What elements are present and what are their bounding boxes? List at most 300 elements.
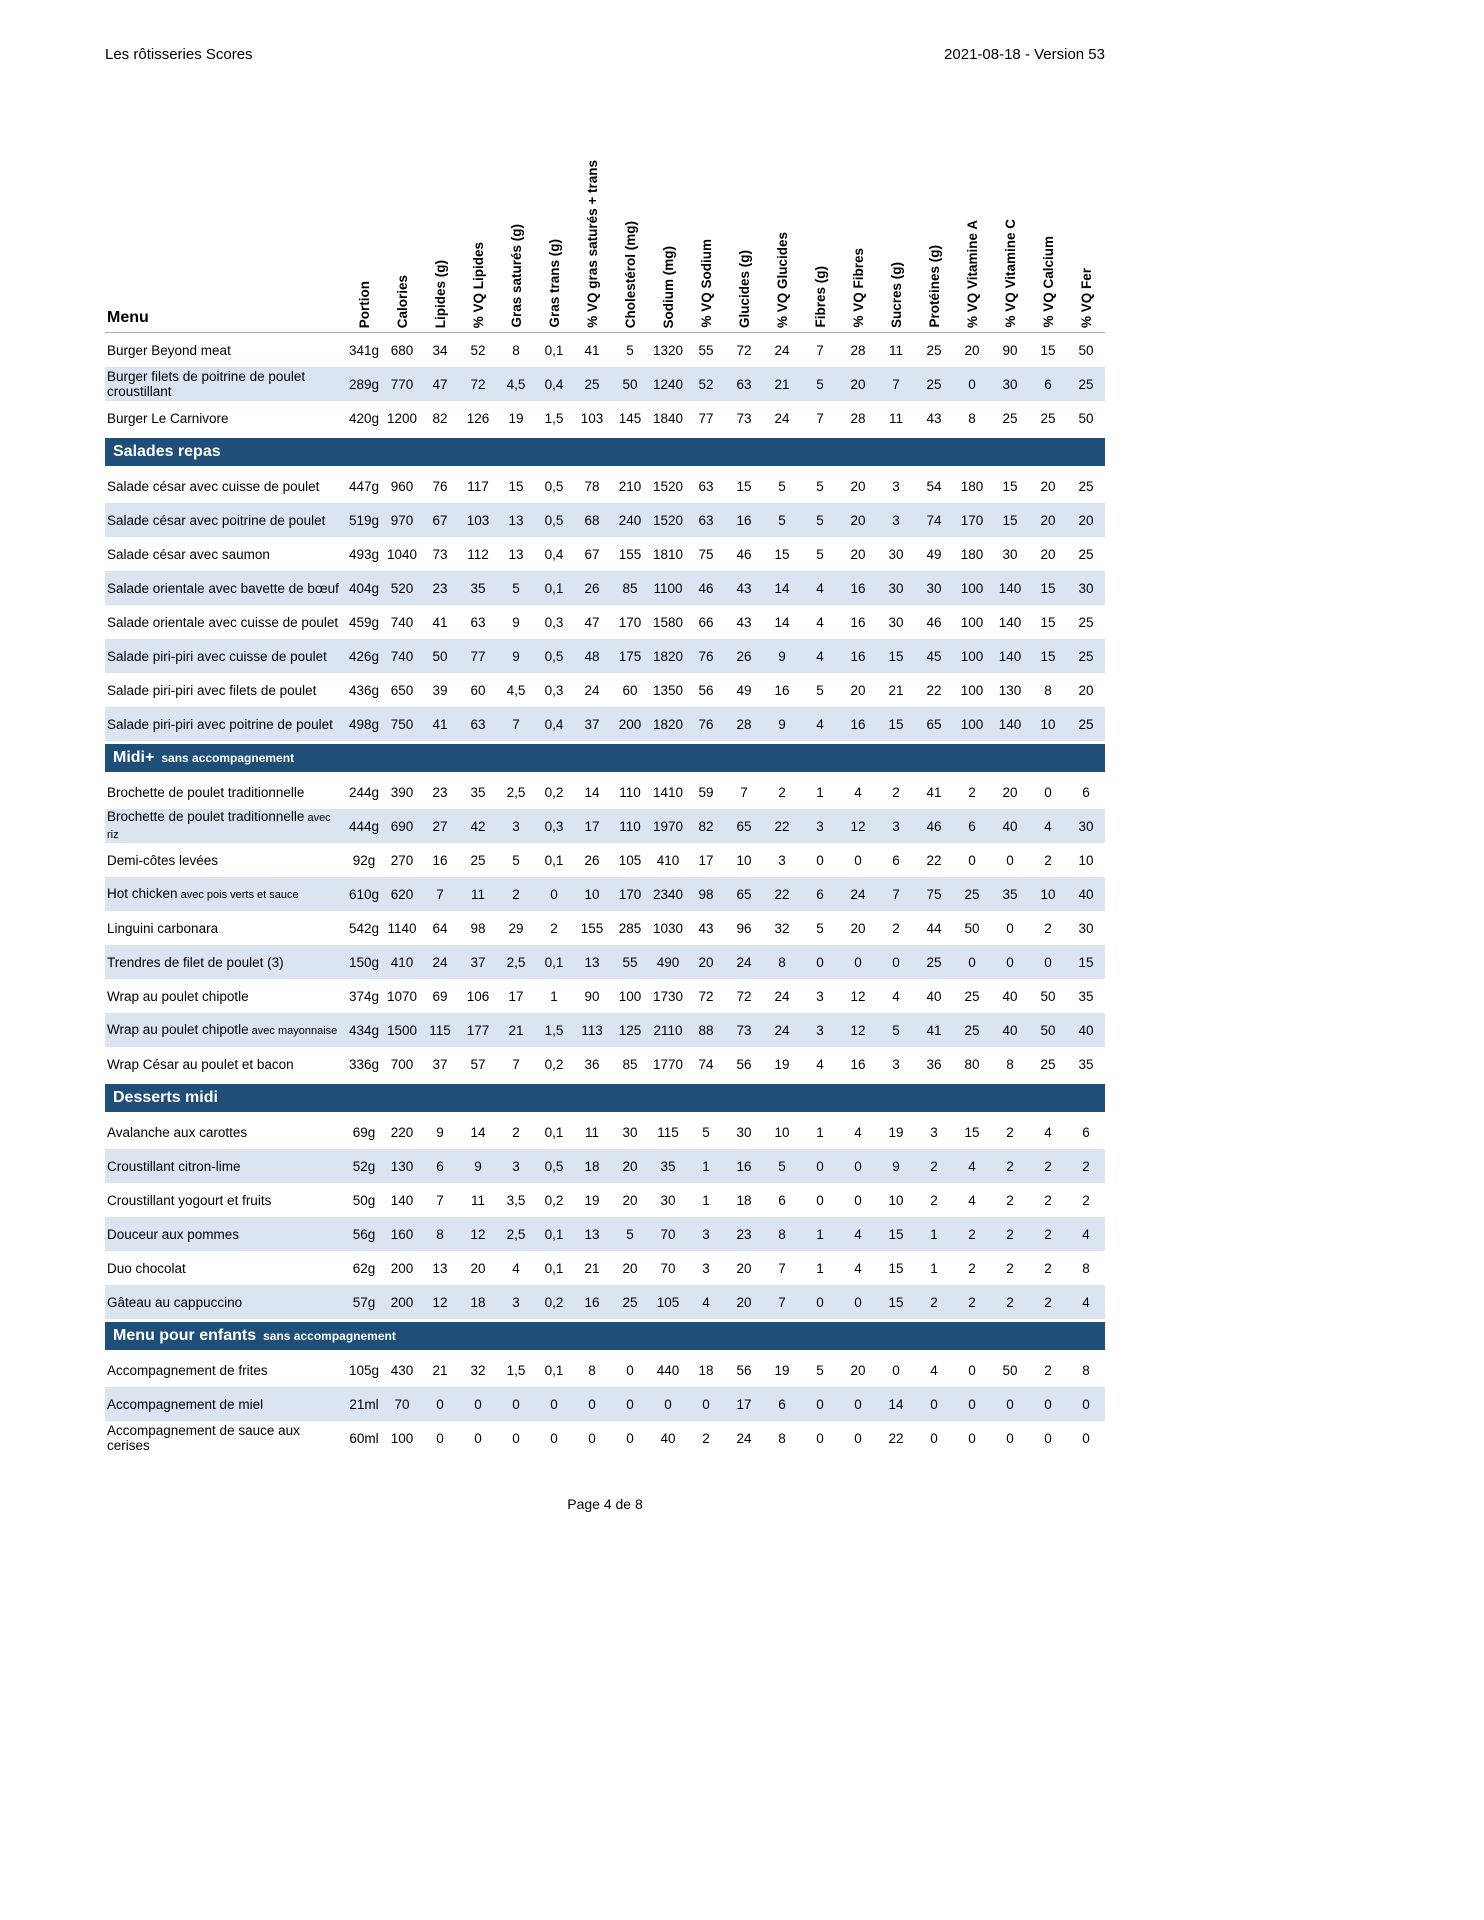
nutrition-value: 11 [584, 1124, 599, 1140]
table-row [105, 1285, 1105, 1319]
nutrition-value: 63 [470, 614, 486, 630]
column-header [421, 128, 459, 332]
nutrition-value: 155 [618, 546, 642, 562]
nutrition-value: 4 [816, 648, 824, 664]
table-row [105, 877, 1105, 911]
nutrition-value: 0 [550, 1430, 558, 1446]
nutrition-value: 155 [580, 920, 604, 936]
nutrition-value: 2,5 [506, 954, 526, 970]
nutrition-value: 336g [348, 1056, 380, 1072]
nutrition-value: 2 [1006, 1260, 1014, 1276]
nutrition-value: 0 [854, 1396, 862, 1412]
nutrition-value: 2 [930, 1294, 938, 1310]
nutrition-value: 56 [736, 1056, 752, 1072]
nutrition-value: 175 [618, 648, 642, 664]
nutrition-value: 2 [1044, 852, 1052, 868]
nutrition-value: 63 [698, 478, 714, 494]
nutrition-value: 15 [774, 546, 790, 562]
nutrition-value: 14 [774, 614, 790, 630]
nutrition-value: 65 [736, 818, 752, 834]
nutrition-value: 2 [1044, 1260, 1052, 1276]
nutrition-value: 244g [348, 784, 380, 800]
nutrition-value: 3 [512, 1294, 520, 1310]
nutrition-value: 46 [736, 546, 752, 562]
nutrition-value: 10 [1040, 886, 1056, 902]
nutrition-value: 25 [1040, 410, 1056, 426]
nutrition-value: 1 [550, 988, 558, 1004]
nutrition-value: 50 [1002, 1362, 1018, 1378]
nutrition-value: 8 [968, 410, 976, 426]
nutrition-value: 9 [778, 716, 786, 732]
nutrition-value: 285 [618, 920, 642, 936]
nutrition-value: 30 [888, 614, 904, 630]
nutrition-value: 103 [466, 512, 490, 528]
nutrition-value: 50 [432, 648, 448, 664]
nutrition-value: 20 [736, 1294, 752, 1310]
nutrition-value: 105g [348, 1362, 380, 1378]
nutrition-value: 2 [1044, 1192, 1052, 1208]
nutrition-value: 5 [778, 478, 786, 494]
table-row [105, 843, 1105, 877]
nutrition-value: 0,5 [544, 512, 564, 528]
nutrition-value: 0 [854, 1158, 862, 1174]
nutrition-value: 8 [588, 1362, 596, 1378]
nutrition-value: 16 [850, 716, 866, 732]
nutrition-value: 40 [1002, 988, 1018, 1004]
nutrition-value: 650 [390, 682, 414, 698]
nutrition-value: 3 [892, 818, 900, 834]
nutrition-value: 56 [698, 682, 714, 698]
nutrition-value: 54 [926, 478, 942, 494]
nutrition-value: 36 [926, 1056, 942, 1072]
nutrition-value: 106 [466, 988, 490, 1004]
nutrition-value: 5 [778, 1158, 786, 1174]
nutrition-value: 41 [926, 1022, 942, 1038]
nutrition-value: 8 [778, 954, 786, 970]
nutrition-value: 170 [618, 614, 642, 630]
column-header-label: Calories [394, 274, 410, 328]
nutrition-value: 37 [432, 1056, 448, 1072]
nutrition-value: 85 [622, 580, 638, 596]
nutrition-value: 1 [816, 1124, 824, 1140]
nutrition-value: 0 [816, 1294, 824, 1310]
nutrition-value: 100 [960, 614, 984, 630]
menu-item-name: Salade piri-piri avec filets de poulet [107, 682, 317, 698]
nutrition-value: 15 [1040, 342, 1056, 358]
nutrition-value: 2 [778, 784, 786, 800]
nutrition-value: 1730 [652, 988, 684, 1004]
nutrition-value: 0 [1044, 1430, 1052, 1446]
nutrition-value: 3 [816, 1022, 824, 1038]
nutrition-value: 8 [1006, 1056, 1014, 1072]
nutrition-value: 0,4 [544, 376, 564, 392]
nutrition-value: 2 [1044, 1294, 1052, 1310]
table-row [105, 911, 1105, 945]
nutrition-value: 2 [1006, 1192, 1014, 1208]
table-row [105, 469, 1105, 503]
table-row [105, 1251, 1105, 1285]
nutrition-value: 25 [1078, 716, 1094, 732]
nutrition-value: 68 [584, 512, 600, 528]
nutrition-value: 50 [1040, 1022, 1056, 1038]
column-header-label: Fibres (g) [812, 266, 828, 328]
nutrition-value: 1,5 [544, 1022, 564, 1038]
nutrition-value: 1 [930, 1226, 938, 1242]
column-header [839, 128, 877, 332]
table-row [105, 979, 1105, 1013]
nutrition-value: 65 [736, 886, 752, 902]
nutrition-value: 2340 [652, 886, 684, 902]
nutrition-value: 65 [926, 716, 942, 732]
nutrition-value: 24 [774, 1022, 790, 1038]
nutrition-value: 0 [588, 1396, 596, 1412]
nutrition-value: 12 [850, 1022, 866, 1038]
nutrition-value: 90 [584, 988, 600, 1004]
nutrition-value: 15 [508, 478, 524, 494]
doc-title: Les rôtisseries Scores [105, 46, 253, 63]
menu-item-name: Wrap au poulet chipotle [107, 988, 249, 1004]
nutrition-value: 20 [964, 342, 980, 358]
nutrition-value: 690 [390, 818, 414, 834]
nutrition-value: 1320 [652, 342, 684, 358]
nutrition-value: 2 [1006, 1124, 1014, 1140]
table-row [105, 1421, 1105, 1455]
nutrition-value: 50 [1040, 988, 1056, 1004]
nutrition-value: 72 [470, 376, 486, 392]
nutrition-value: 2 [968, 1294, 976, 1310]
nutrition-value: 3 [892, 512, 900, 528]
column-header-label: % VQ Vitamine C [1002, 219, 1018, 328]
nutrition-value: 2,5 [506, 784, 526, 800]
nutrition-value: 100 [960, 648, 984, 664]
nutrition-value: 3 [778, 852, 786, 868]
nutrition-value: 170 [960, 512, 984, 528]
nutrition-value: 25 [926, 954, 942, 970]
menu-item-name: Brochette de poulet traditionnelle avec riz [107, 809, 331, 841]
nutrition-value: 43 [736, 580, 752, 596]
nutrition-value: 519g [348, 512, 380, 528]
section-subtitle: sans accompagnement [263, 1329, 396, 1343]
table-row [105, 571, 1105, 605]
column-header [649, 128, 687, 332]
nutrition-value: 113 [581, 1022, 603, 1038]
nutrition-value: 30 [926, 580, 942, 596]
nutrition-value: 6 [892, 852, 900, 868]
nutrition-value: 15 [1040, 614, 1056, 630]
menu-item-name: Salade césar avec saumon [107, 546, 270, 562]
nutrition-value: 112 [467, 546, 489, 562]
nutrition-value: 0 [702, 1396, 710, 1412]
nutrition-value: 960 [390, 478, 414, 494]
nutrition-value: 430 [390, 1362, 414, 1378]
nutrition-value: 289g [348, 376, 380, 392]
nutrition-value: 30 [622, 1124, 638, 1140]
nutrition-value: 24 [774, 342, 790, 358]
nutrition-value: 750 [390, 716, 414, 732]
nutrition-value: 35 [470, 580, 486, 596]
nutrition-value: 49 [926, 546, 942, 562]
nutrition-value: 32 [774, 920, 790, 936]
nutrition-value: 4 [854, 1226, 862, 1242]
nutrition-value: 8 [778, 1226, 786, 1242]
nutrition-value: 22 [926, 852, 942, 868]
nutrition-value: 0,2 [544, 1192, 564, 1208]
column-header-menu: Menu [107, 309, 149, 326]
nutrition-value: 1580 [652, 614, 684, 630]
nutrition-value: 6 [1044, 376, 1052, 392]
table-row [105, 707, 1105, 741]
nutrition-value: 0 [816, 1192, 824, 1208]
nutrition-value: 0 [626, 1396, 634, 1412]
nutrition-value: 13 [584, 954, 600, 970]
nutrition-value: 37 [584, 716, 600, 732]
nutrition-value: 63 [470, 716, 486, 732]
nutrition-value: 4 [1082, 1226, 1090, 1242]
nutrition-value: 7 [892, 376, 900, 392]
nutrition-value: 40 [926, 988, 942, 1004]
nutrition-value: 0 [816, 1430, 824, 1446]
nutrition-value: 5 [778, 512, 786, 528]
nutrition-value: 55 [698, 342, 714, 358]
nutrition-value: 1820 [652, 648, 684, 664]
nutrition-value: 125 [618, 1022, 642, 1038]
nutrition-value: 52 [698, 376, 714, 392]
column-header-label: Sodium (mg) [660, 245, 676, 328]
nutrition-value: 77 [470, 648, 486, 664]
nutrition-value: 20 [622, 1192, 638, 1208]
nutrition-value: 20 [470, 1260, 486, 1276]
nutrition-value: 11 [470, 1192, 485, 1208]
nutrition-value: 92g [352, 852, 376, 868]
section-header [105, 1084, 1105, 1112]
nutrition-value: 25 [926, 376, 942, 392]
nutrition-value: 493g [348, 546, 380, 562]
nutrition-value: 49 [736, 682, 752, 698]
nutrition-value: 35 [470, 784, 486, 800]
nutrition-value: 6 [968, 818, 976, 834]
nutrition-value: 24 [432, 954, 448, 970]
nutrition-value: 12 [850, 988, 866, 1004]
nutrition-value: 436g [348, 682, 380, 698]
table-row [105, 503, 1105, 537]
nutrition-value: 130 [390, 1158, 414, 1174]
nutrition-value: 32 [470, 1362, 486, 1378]
nutrition-value: 8 [1044, 682, 1052, 698]
nutrition-value: 2 [968, 1226, 976, 1242]
nutrition-value: 3 [892, 478, 900, 494]
nutrition-value: 77 [698, 410, 714, 426]
nutrition-value: 56g [352, 1226, 376, 1242]
nutrition-value: 1 [816, 1260, 824, 1276]
nutrition-value: 0,1 [544, 1124, 564, 1140]
nutrition-value: 5 [816, 682, 824, 698]
nutrition-value: 240 [618, 512, 642, 528]
nutrition-value: 25 [1078, 478, 1094, 494]
nutrition-value: 1520 [652, 478, 684, 494]
nutrition-value: 970 [390, 512, 414, 528]
nutrition-value: 8 [436, 1226, 444, 1242]
nutrition-value: 115 [657, 1124, 679, 1140]
nutrition-value: 24 [584, 682, 600, 698]
nutrition-value: 8 [1082, 1260, 1090, 1276]
nutrition-value: 35 [660, 1158, 676, 1174]
nutrition-value: 27 [432, 818, 448, 834]
table-row [105, 1387, 1105, 1421]
nutrition-value: 41 [432, 716, 448, 732]
nutrition-value: 9 [512, 648, 520, 664]
nutrition-value: 0 [892, 1362, 900, 1378]
nutrition-value: 103 [580, 410, 604, 426]
nutrition-value: 1040 [386, 546, 418, 562]
table-row [105, 1013, 1105, 1047]
nutrition-value: 740 [390, 614, 414, 630]
nutrition-value: 15 [1040, 648, 1056, 664]
column-header-label: % VQ Fibres [850, 248, 866, 328]
nutrition-value: 3 [702, 1260, 710, 1276]
nutrition-value: 70 [660, 1260, 676, 1276]
column-header [345, 128, 383, 332]
nutrition-value: 24 [736, 954, 752, 970]
nutrition-value: 210 [618, 478, 642, 494]
nutrition-value: 13 [508, 512, 524, 528]
nutrition-value: 5 [816, 1362, 824, 1378]
column-header-label: Cholestérol (mg) [622, 220, 638, 328]
menu-item-name: Salade orientale avec bavette de bœuf [107, 580, 339, 596]
nutrition-value: 5 [816, 920, 824, 936]
nutrition-value: 0,1 [544, 342, 564, 358]
nutrition-value: 20 [850, 512, 866, 528]
nutrition-value: 0 [816, 954, 824, 970]
menu-item-name: Croustillant yogourt et fruits [107, 1192, 272, 1208]
nutrition-value: 0 [816, 1158, 824, 1174]
menu-item-name: Wrap au poulet chipotle avec mayonnaise [107, 1021, 338, 1037]
section-title: Desserts midi [113, 1089, 218, 1106]
column-header [611, 128, 649, 332]
nutrition-value: 0 [1006, 954, 1014, 970]
nutrition-value: 1500 [386, 1022, 418, 1038]
nutrition-value: 16 [584, 1294, 600, 1310]
nutrition-value: 13 [508, 546, 524, 562]
nutrition-value: 542g [348, 920, 380, 936]
nutrition-value: 25 [1002, 410, 1018, 426]
nutrition-value: 13 [432, 1260, 448, 1276]
nutrition-value: 90 [1002, 342, 1018, 358]
nutrition-value: 67 [584, 546, 600, 562]
nutrition-value: 63 [736, 376, 752, 392]
nutrition-value: 0,3 [544, 818, 564, 834]
nutrition-value: 40 [660, 1430, 676, 1446]
nutrition-value: 20 [850, 376, 866, 392]
nutrition-value: 29 [508, 920, 524, 936]
nutrition-value: 70 [660, 1226, 676, 1242]
nutrition-value: 25 [1078, 648, 1094, 664]
nutrition-value: 16 [736, 1158, 752, 1174]
section-subtitle: sans accompagnement [161, 751, 295, 765]
nutrition-value: 100 [960, 716, 984, 732]
nutrition-value: 1200 [386, 410, 418, 426]
nutrition-value: 0 [1006, 852, 1014, 868]
column-header-label: % VQ Fer [1078, 267, 1094, 328]
nutrition-value: 520 [390, 580, 414, 596]
column-header [801, 128, 839, 332]
nutrition-value: 69 [432, 988, 448, 1004]
table-row [105, 1047, 1105, 1081]
menu-item-name: Salade césar avec poitrine de poulet [107, 512, 326, 528]
menu-item-name: Burger Beyond meat [107, 342, 231, 358]
nutrition-value: 0 [968, 954, 976, 970]
nutrition-value: 0,4 [544, 716, 564, 732]
nutrition-value: 115 [429, 1022, 451, 1038]
nutrition-value: 60 [470, 682, 486, 698]
nutrition-value: 160 [390, 1226, 414, 1242]
nutrition-value: 447g [348, 478, 380, 494]
nutrition-value: 44 [926, 920, 942, 936]
nutrition-value: 30 [660, 1192, 676, 1208]
nutrition-value: 15 [1002, 512, 1018, 528]
nutrition-value: 37 [470, 954, 486, 970]
nutrition-value: 10 [1078, 852, 1094, 868]
nutrition-value: 0,2 [544, 1294, 564, 1310]
table-row [105, 1353, 1105, 1387]
nutrition-value: 0 [892, 954, 900, 970]
nutrition-value: 5 [512, 580, 520, 596]
nutrition-value: 20 [1040, 478, 1056, 494]
nutrition-value: 0,1 [544, 580, 564, 596]
nutrition-value: 0 [854, 954, 862, 970]
nutrition-value: 5 [626, 342, 634, 358]
nutrition-value: 1810 [652, 546, 684, 562]
column-header-label: Lipides (g) [432, 259, 448, 328]
table-row [105, 1217, 1105, 1251]
nutrition-value: 140 [390, 1192, 414, 1208]
nutrition-value: 25 [1040, 1056, 1056, 1072]
nutrition-value: 1 [702, 1158, 710, 1174]
nutrition-value: 22 [926, 682, 942, 698]
nutrition-value: 4 [702, 1294, 710, 1310]
nutrition-value: 30 [1078, 920, 1094, 936]
nutrition-value: 72 [736, 342, 752, 358]
nutrition-value: 7 [512, 1056, 520, 1072]
column-header-label: Glucides (g) [736, 249, 752, 328]
nutrition-value: 2 [512, 886, 520, 902]
nutrition-value: 57g [352, 1294, 376, 1310]
menu-item-name: Croustillant citron-lime [107, 1158, 241, 1174]
nutrition-value: 420g [348, 410, 380, 426]
nutrition-value: 19 [888, 1124, 904, 1140]
nutrition-value: 8 [1082, 1362, 1090, 1378]
nutrition-value: 67 [432, 512, 448, 528]
nutrition-value: 200 [390, 1294, 414, 1310]
menu-item-name: Linguini carbonara [107, 920, 219, 936]
nutrition-value: 404g [348, 580, 380, 596]
nutrition-value: 0,3 [544, 614, 564, 630]
nutrition-value: 0 [588, 1430, 596, 1446]
nutrition-value: 490 [656, 954, 680, 970]
nutrition-value: 1 [816, 1226, 824, 1242]
page-number: Page 4 de 8 [567, 1496, 643, 1512]
nutrition-value: 140 [998, 614, 1022, 630]
nutrition-value: 6 [436, 1158, 444, 1174]
menu-item-name: Salade césar avec cuisse de poulet [107, 478, 320, 494]
nutrition-value: 60ml [349, 1430, 379, 1446]
nutrition-value: 20 [698, 954, 714, 970]
nutrition-value: 270 [390, 852, 414, 868]
nutrition-value: 341g [348, 342, 380, 358]
menu-item-name-suffix: avec pois verts et sauce [177, 888, 299, 901]
nutrition-value: 1840 [652, 410, 684, 426]
nutrition-value: 16 [736, 512, 752, 528]
nutrition-value: 16 [850, 614, 866, 630]
